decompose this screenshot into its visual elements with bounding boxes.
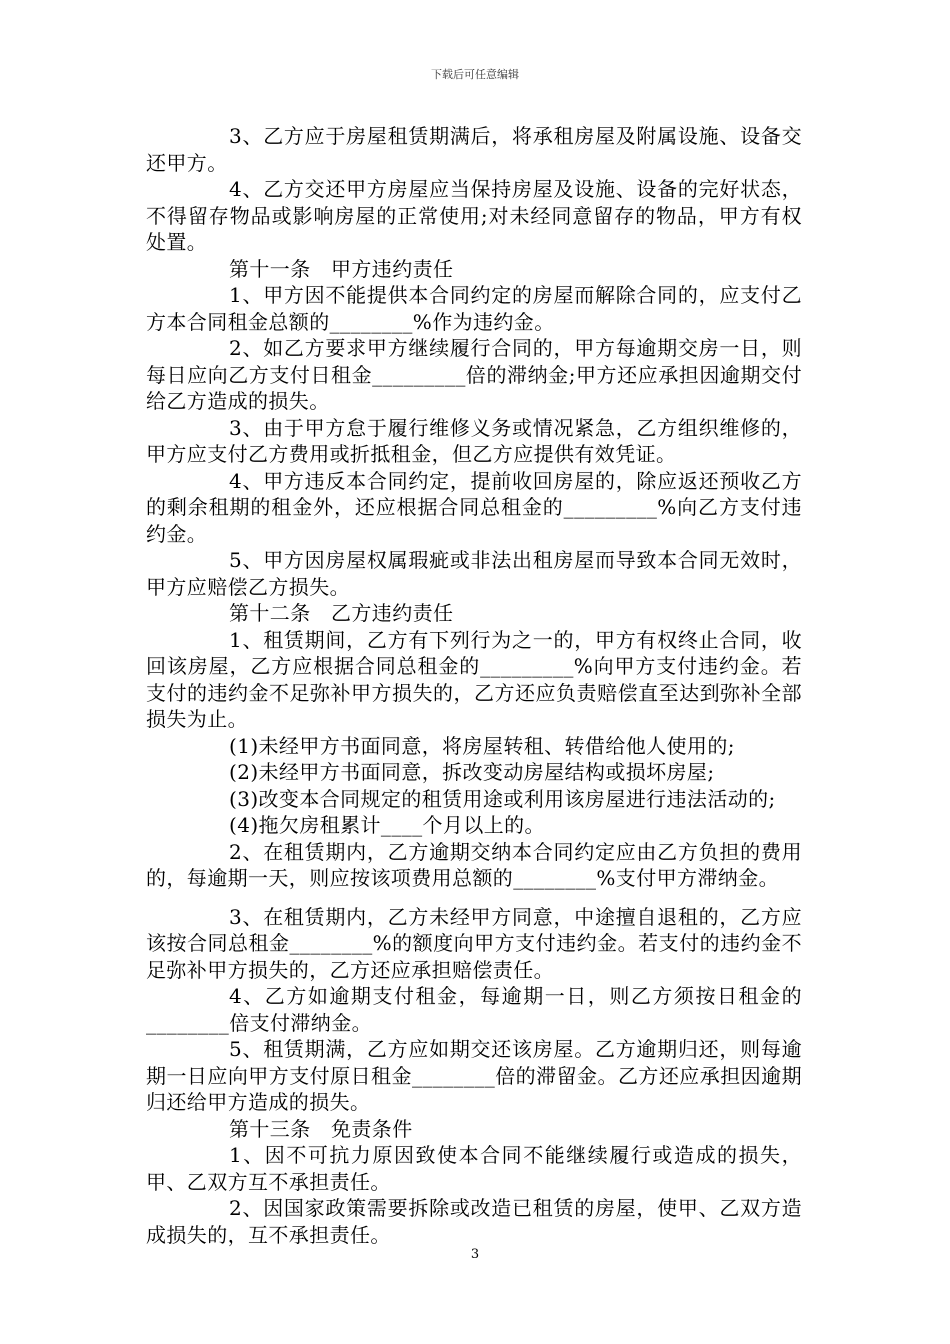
clause-paragraph: 4、甲方违反本合同约定，提前收回房屋的，除应返还预收乙方的剩余租期的租金外，还应根据合同总租金的_________%向乙方支付违约金。 bbox=[146, 468, 802, 546]
page-number: 3 bbox=[470, 1247, 480, 1262]
clause-paragraph: 3、在租赁期内，乙方未经甲方同意，中途擅自退租的，乙方应该按合同总租金________%的额度向甲方支付违约金。若支付的违约金不足弥补甲方损失的，乙方还应承担赔偿责任。 bbox=[146, 904, 802, 982]
clause-paragraph: 1、因不可抗力原因致使本合同不能继续履行或造成的损失，甲、乙双方互不承担责任。 bbox=[146, 1143, 802, 1194]
document-body bbox=[146, 123, 802, 1248]
clause-paragraph: 3、由于甲方怠于履行维修义务或情况紧急，乙方组织维修的，甲方应支付乙方费用或折抵租金，但乙方应提供有效凭证。 bbox=[146, 415, 802, 466]
page-header: 下载后可任意编辑 bbox=[431, 68, 519, 81]
clause-subitem: (4)拖欠房租累计____个月以上的。 bbox=[229, 813, 545, 837]
clause-subitem: (1)未经甲方书面同意，将房屋转租、转借给他人使用的; bbox=[229, 733, 735, 758]
clause-paragraph: 2、在租赁期内，乙方逾期交纳本合同约定应由乙方负担的费用的，每逾期一天，则应按该项费用总额的________%支付甲方滞纳金。 bbox=[146, 839, 802, 890]
article-heading: 第十二条 乙方违约责任 bbox=[229, 601, 454, 625]
clause-paragraph: 4、乙方交还甲方房屋应当保持房屋及设施、设备的完好状态，不得留存物品或影响房屋的正常使用;对未经同意留存的物品，甲方有权处置。 bbox=[146, 177, 802, 254]
clause-subitem: (3)改变本合同规定的租赁用途或利用该房屋进行违法活动的; bbox=[229, 786, 776, 811]
article-heading: 第十三条 免责条件 bbox=[229, 1116, 413, 1141]
clause-paragraph: 2、如乙方要求甲方继续履行合同的，甲方每逾期交房一日，则每日应向乙方支付日租金_________倍的滞纳金;甲方还应承担因逾期交付给乙方造成的损失。 bbox=[146, 336, 802, 413]
article-heading: 第十一条 甲方违约责任 bbox=[229, 256, 454, 281]
clause-paragraph: 3、乙方应于房屋租赁期满后，将承租房屋及附属设施、设备交还甲方。 bbox=[146, 124, 802, 175]
clause-paragraph: 1、甲方因不能提供本合同约定的房屋而解除合同的，应支付乙方本合同租金总额的________%作为违约金。 bbox=[146, 283, 802, 334]
clause-paragraph: 4、乙方如逾期支付租金，每逾期一日，则乙方须按日租金的________倍支付滞纳金。 bbox=[146, 984, 802, 1035]
clause-paragraph: 5、甲方因房屋权属瑕疵或非法出租房屋而导致本合同无效时，甲方应赔偿乙方损失。 bbox=[146, 548, 802, 599]
clause-paragraph: 5、租赁期满，乙方应如期交还该房屋。乙方逾期归还，则每逾期一日应向甲方支付原日租金________倍的滞留金。乙方还应承担因逾期归还给甲方造成的损失。 bbox=[146, 1037, 802, 1114]
clause-paragraph: 1、租赁期间，乙方有下列行为之一的，甲方有权终止合同，收回该房屋，乙方应根据合同总租金的_________%向甲方支付违约金。若支付的违约金不足弥补甲方损失的，乙方还应负责赔偿直至达到弥补全部损失为止。 bbox=[146, 627, 802, 731]
clause-subitem: (2)未经甲方书面同意，拆改变动房屋结构或损坏房屋; bbox=[229, 760, 715, 784]
clause-paragraph: 2、因国家政策需要拆除或改造已租赁的房屋，使甲、乙双方造成损失的，互不承担责任。 bbox=[146, 1196, 802, 1247]
